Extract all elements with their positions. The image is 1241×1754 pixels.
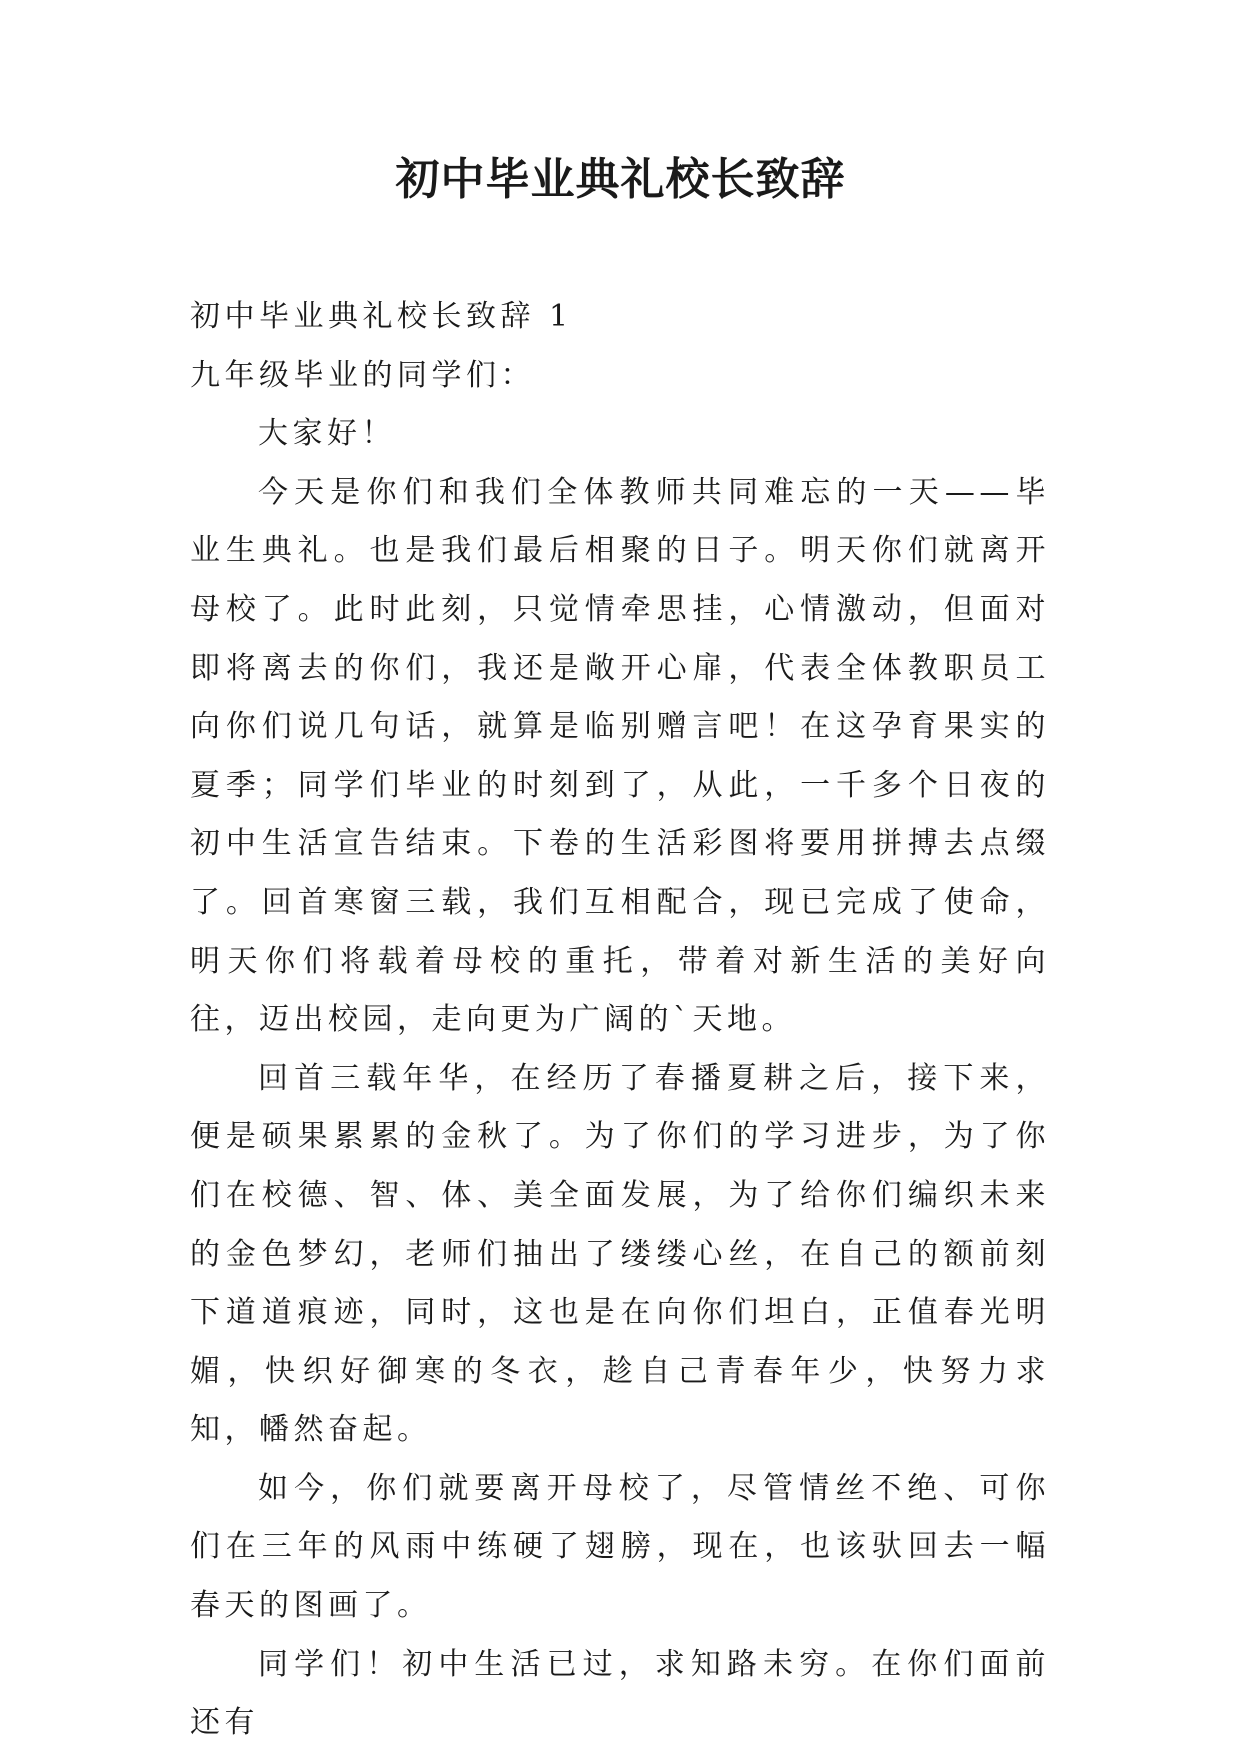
salutation: 九年级毕业的同学们： [190, 357, 535, 393]
greeting: 大家好！ [258, 416, 396, 452]
paragraph: 回首三载年华，在经历了春播夏耕之后，接下来，便是硕果累累的金秋了。为了你们的学习进步，为了你们在校德、智、体、美全面发展，为了给你们编织未来的金色梦幻，老师们抽出了缕缕心丝，在自己的额前刻下道道痕迹，同时，这也是在向你们坦白，正值春光明媚，快织好御寒的冬衣，趁自己青春年少，快努力求知，幡然奋起。 [190, 1060, 1050, 1448]
section-heading: 初中毕业典礼校长致辞 1 [190, 299, 573, 334]
paragraph: 同学们！初中生活已过，求知路未穷。在你们面前还有 [190, 1646, 1050, 1741]
document-title: 初中毕业典礼校长致辞 [395, 154, 846, 205]
paragraph: 今天是你们和我们全体教师共同难忘的一天——毕业生典礼。也是我们最后相聚的日子。明天你们就离开母校了。此时此刻，只觉情牵思挂，心情激动，但面对即将离去的你们，我还是敞开心扉，代表全体教职员工向你们说几句话，就算是临别赠言吧！在这孕育果实的夏季；同学们毕业的时刻到了，从此，一千多个日夜的初中生活宣告结束。下卷的生活彩图将要用拼搏去点缀了。回首寒窗三载，我们互相配合，现已完成了使命，明天你们将载着母校的重托，带着对新生活的美好向往，迈出校园，走向更为广阔的`天地。 [190, 474, 1050, 1038]
paragraph: 如今，你们就要离开母校了，尽管情丝不绝、可你们在三年的风雨中练硬了翅膀，现在，也该驮回去一幅春天的图画了。 [190, 1470, 1050, 1624]
document-body [190, 288, 1050, 1753]
